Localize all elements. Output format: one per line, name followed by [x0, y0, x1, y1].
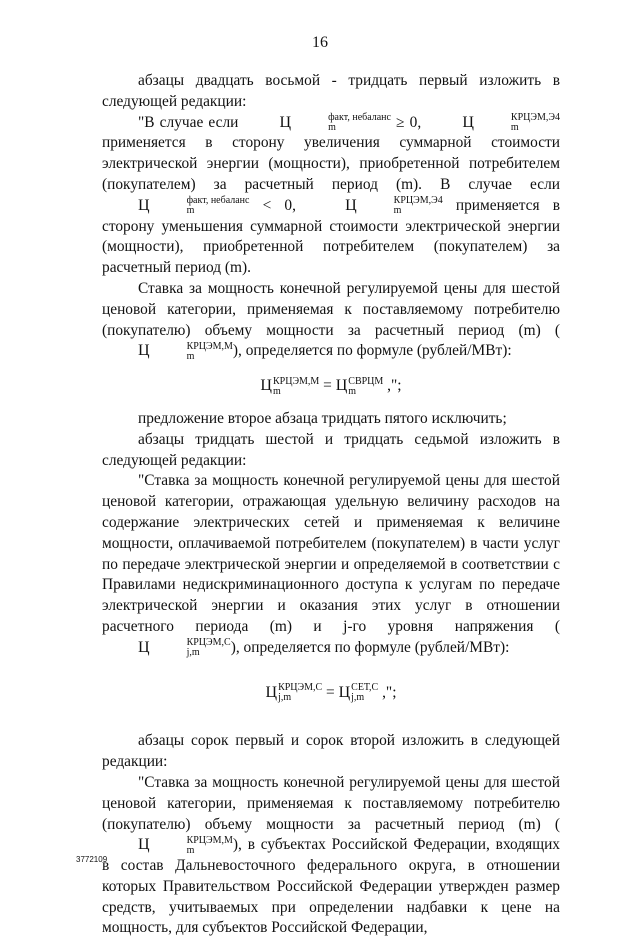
- page-number: 16: [312, 34, 328, 51]
- paragraph-exclusion: предложение второе абзаца тридцать пятого исключить;: [138, 409, 507, 427]
- paragraph-rate-definition: Ставка за мощность конечной регулируемой цены для шестой ценовой категории, применяемая к поставляемому потребителю (покупателю) объему мощности за расчетный период (m) (Ц КРЦЭМ,М m ), определяется по формуле (рублей/МВт):: [102, 279, 560, 362]
- formula-symbol-krcem-e4: Ц КРЦЭМ,Э4 m: [462, 112, 560, 134]
- formula-symbol-fakt: Ц факт, небаланс m: [279, 112, 391, 134]
- formula-symbol-krcem-m: Ц КРЦЭМ,М m: [138, 340, 233, 362]
- paragraph-condition: "В случае если Ц факт, небаланс m ≥ 0, Ц КРЦЭМ,Э4 m применяется в сторону увеличения суммарной стоимости электрической энергии (мощности), приобретенной потребителем (покупателем) за расчетный период (m). В случае если Ц факт, небаланс m < 0, Ц КРЦЭМ,Э4 m применяется в сторону уменьшения суммарной стоимости электрической энергии (мощности), приобретенной потребителем (покупателем) за расчетный период (m).: [102, 112, 560, 277]
- formula-1: Ц КРЦЭМ,М m = Ц СВРЦМ m ,";: [260, 375, 402, 397]
- formula-symbol-fakt-2: Ц факт, небаланс m: [138, 195, 250, 217]
- document-id: 3772109: [76, 855, 108, 864]
- formula-symbol-krcem-e4-2: Ц КРЦЭМ,Э4 m: [345, 195, 443, 217]
- paragraph-far-east: "Ставка за мощность конечной регулируемой цены для шестой ценовой категории, применяемая к поставляемому потребителю (покупателю) объему мощности за расчетный период (m) (Ц КРЦЭМ,М m ), в субъектах Российской Федерации, входящих в состав Дальневосточного федерального округа, в отношении которых Правительством Российской Федерации утвержден размер средств, учитываемых при определении надбавки к цене на мощность, для субъектов Российской Федерации,: [102, 773, 560, 937]
- paragraph-intro-1: абзацы двадцать восьмой - тридцать первый изложить в следующей редакции:: [102, 72, 560, 110]
- paragraph-network-rate: "Ставка за мощность конечной регулируемой цены для шестой ценовой категории, отражающая удельную величину расходов на содержание электрических сетей и применяемая к величине мощности, оплачиваемой потребителем (покупателем) в части услуг по передаче электрической энергии и определяемой в соответствии с Правилами недискриминационного доступа к услугам по передаче электрической энергии и оказания этих услуг в отношении расчетного периода (m) и j-го уровня напряжения (Ц КРЦЭМ,С j,m ), определяется по формуле (рублей/МВт):: [102, 472, 560, 659]
- formula-2: Ц КРЦЭМ,С j,m = Ц СЕТ,С j,m ,";: [265, 681, 397, 703]
- paragraph-intro-2: абзацы тридцать шестой и тридцать седьмой изложить в следующей редакции:: [102, 430, 560, 469]
- formula-symbol-krcem-m-2: Ц КРЦЭМ,М m: [138, 834, 233, 856]
- paragraph-intro-3: абзацы сорок первый и сорок второй изложить в следующей редакции:: [102, 732, 560, 771]
- document-body: [102, 71, 560, 939]
- formula-symbol-krcem-s: Ц КРЦЭМ,С j,m: [138, 637, 231, 659]
